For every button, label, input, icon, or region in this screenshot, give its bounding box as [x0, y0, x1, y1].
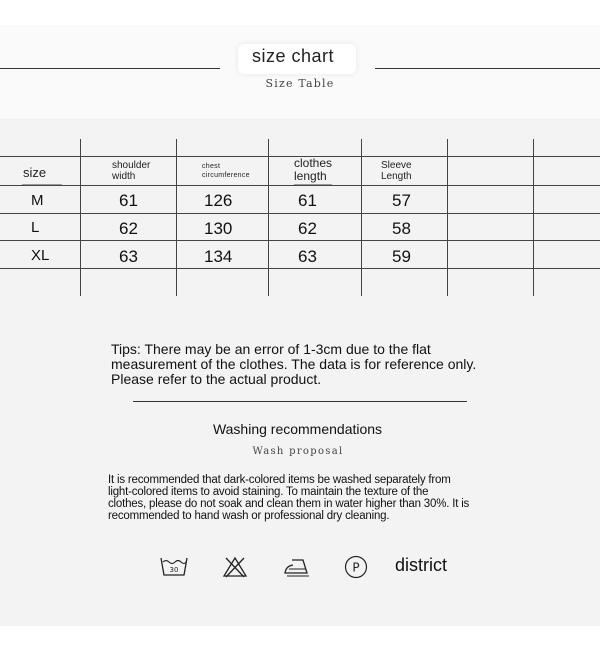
table-col-divider	[533, 139, 534, 296]
header-length: clothes length	[294, 156, 333, 183]
size-m: M	[31, 192, 44, 209]
district-label: district	[395, 555, 448, 575]
chest-l: 130	[204, 219, 233, 238]
sleeve-m: 57	[392, 191, 411, 210]
washing-title: Washing recommendations	[212, 421, 383, 437]
table-col-divider	[361, 139, 362, 296]
tips-text: Tips: There may be an error of 1-3cm due to the flat measurement of the clothes. The data is for reference only. Please refer to the actual product.	[111, 341, 477, 387]
chest-m: 126	[204, 191, 233, 210]
washing-description: It is recommended that dark-colored items be washed separately from light-colored items to avoid staining. To maintain the texture of the clothes, please do not soak and clean them in water higher than 30%. It is recommended to hand wash or professional dry cleaning.	[108, 474, 470, 522]
length-m: 61	[298, 191, 317, 210]
header-underline	[22, 184, 62, 185]
size-xl: XL	[31, 247, 50, 264]
header-right-rule	[375, 68, 600, 69]
table-row-divider	[0, 268, 600, 269]
header-size: size	[23, 165, 47, 180]
chest-xl: 134	[204, 247, 233, 266]
header-chest: chest circumference	[202, 163, 250, 179]
wash-30-icon	[160, 556, 188, 578]
page-title: size chart	[251, 46, 335, 66]
size-l: L	[31, 219, 40, 236]
table-col-divider	[176, 139, 177, 296]
table-col-divider	[447, 139, 448, 296]
wash-temp-label: 30	[169, 566, 179, 574]
no-bleach-icon	[222, 556, 248, 578]
iron-icon	[283, 557, 311, 577]
header-shoulder: shoulder width	[112, 160, 151, 182]
dry-clean-letter: P	[352, 560, 360, 575]
sleeve-l: 58	[392, 219, 411, 238]
table-col-divider	[80, 139, 81, 296]
shoulder-m: 61	[119, 191, 138, 210]
page-subtitle: Size Table	[265, 77, 335, 90]
shoulder-l: 62	[119, 219, 138, 238]
table-row-divider	[0, 213, 600, 214]
shoulder-xl: 63	[119, 247, 138, 266]
header-left-rule	[0, 68, 220, 69]
header-sleeve: Sleeve Length	[381, 160, 412, 182]
length-l: 62	[298, 219, 317, 238]
section-divider	[133, 401, 467, 402]
dry-clean-icon	[344, 555, 368, 579]
table-row-divider	[0, 240, 600, 241]
table-row-divider	[0, 185, 600, 186]
table-col-divider	[268, 139, 269, 296]
length-xl: 63	[298, 247, 317, 266]
sleeve-xl: 59	[392, 247, 411, 266]
header-underline	[294, 184, 332, 185]
washing-subtitle: Wash proposal	[252, 446, 344, 457]
